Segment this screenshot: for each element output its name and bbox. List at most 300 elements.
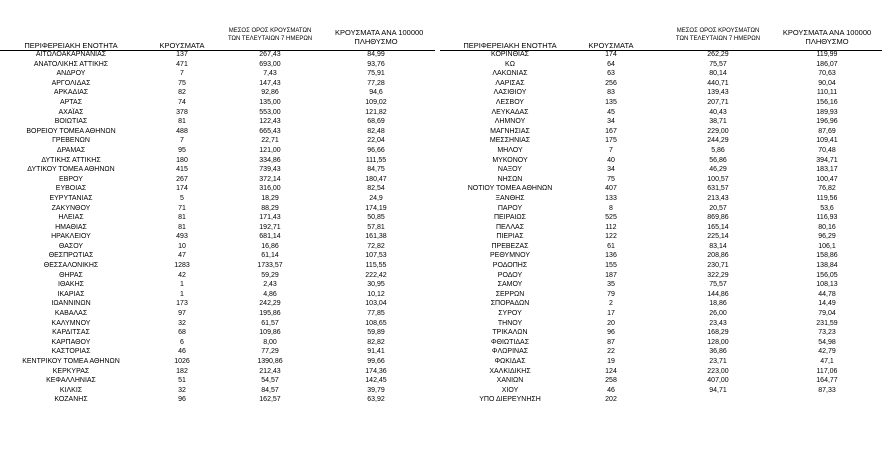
cell-avg-left: 334,86	[259, 156, 281, 164]
cell-per100k-right: 156,16	[816, 98, 838, 106]
cell-per100k-left: 77,85	[367, 310, 385, 318]
cell-per100k-right: 80,16	[818, 223, 836, 231]
cell-avg-right: 168,29	[707, 329, 729, 337]
cell-region-left: ΒΟΙΩΤΙΑΣ	[54, 118, 88, 126]
cell-avg-right: 18,86	[709, 300, 727, 308]
cell-avg-left: 109,86	[259, 329, 281, 337]
cell-region-right: ΝΑΞΟΥ	[497, 166, 523, 174]
cell-avg-right: 144,86	[707, 290, 729, 298]
cell-per100k-right: 53,6	[820, 204, 834, 212]
cell-avg-right: 869,86	[707, 214, 729, 222]
cell-cases-left: 42	[178, 271, 186, 279]
table-row	[0, 127, 882, 137]
cell-per100k-right: 119,56	[816, 194, 838, 202]
cell-region-left: ΑΡΚΑΔΙΑΣ	[53, 89, 89, 97]
cell-cases-right: 258	[605, 377, 617, 385]
table-row	[0, 223, 882, 233]
cell-cases-right: 187	[605, 271, 617, 279]
cell-per100k-right: 158,86	[816, 252, 838, 260]
cell-region-left: ΚΕΡΚΥΡΑΣ	[52, 367, 90, 375]
cell-avg-left: 4,86	[263, 290, 277, 298]
cell-per100k-left: 109,02	[365, 98, 387, 106]
table-row	[0, 146, 882, 156]
cell-region-right: ΞΑΝΘΗΣ	[495, 194, 525, 202]
cell-avg-left: 7,43	[263, 70, 277, 78]
cell-avg-right: 139,43	[707, 89, 729, 97]
cell-cases-left: 51	[178, 377, 186, 385]
cell-avg-right: 38,71	[709, 118, 727, 126]
table-row	[0, 108, 882, 118]
cell-avg-right: 440,71	[707, 79, 729, 87]
cell-avg-left: 739,43	[259, 166, 281, 174]
cell-cases-right: 175	[605, 137, 617, 145]
cell-region-left: ΚΑΡΠΑΘΟΥ	[51, 338, 91, 346]
cell-avg-left: 88,29	[261, 204, 279, 212]
cell-region-right: ΚΩ	[505, 60, 515, 68]
data-table	[0, 50, 882, 405]
cell-avg-left: 372,14	[259, 175, 281, 183]
cell-avg-right: 208,86	[707, 252, 729, 260]
cell-region-right: ΛΕΥΚΑΔΑΣ	[491, 108, 529, 116]
header-avg-right-line2: ΤΩΝ ΤΕΛΕΥΤΑΙΩΝ 7 ΗΜΕΡΩΝ	[675, 36, 761, 42]
cell-region-right: ΥΠΟ ΔΙΕΡΕΥΝΗΣΗ	[479, 396, 541, 404]
cell-per100k-left: 103,04	[365, 300, 387, 308]
cell-region-left: ΙΩΑΝΝΙΝΩΝ	[51, 300, 91, 308]
cell-per100k-left: 94,6	[369, 89, 383, 97]
cell-region-left: ΑΡΓΟΛΙΔΑΣ	[51, 79, 91, 87]
cell-avg-left: 553,00	[259, 108, 281, 116]
cell-region-left: ΘΑΣΟΥ	[58, 242, 84, 250]
cell-avg-right: 100,57	[707, 175, 729, 183]
cell-cases-right: 525	[605, 214, 617, 222]
cell-cases-left: 32	[178, 319, 186, 327]
cell-cases-left: 1	[180, 281, 184, 289]
cell-region-left: ΗΜΑΘΙΑΣ	[55, 223, 87, 231]
cell-region-left: ΗΡΑΚΛΕΙΟΥ	[51, 233, 91, 241]
cell-avg-left: 92,86	[261, 89, 279, 97]
cell-region-right: ΛΑΚΩΝΙΑΣ	[492, 70, 528, 78]
cell-per100k-left: 222,42	[365, 271, 387, 279]
cell-region-right: ΛΑΡΙΣΑΣ	[495, 79, 525, 87]
cell-per100k-right: 189,93	[816, 108, 838, 116]
cell-region-left: ΚΕΝΤΡΙΚΟΥ ΤΟΜΕΑ ΑΘΗΝΩΝ	[22, 358, 120, 365]
cell-per100k-right: 14,49	[818, 300, 836, 308]
cell-per100k-right: 156,05	[816, 271, 838, 279]
cell-region-right: ΣΕΡΡΩΝ	[495, 290, 525, 298]
cell-avg-left: 316,00	[259, 185, 281, 193]
cell-per100k-right: 109,41	[816, 137, 838, 145]
cell-per100k-left: 161,38	[365, 233, 387, 241]
header-per100k-right	[778, 28, 876, 46]
cell-cases-right: 34	[607, 166, 615, 174]
cell-cases-right: 96	[607, 329, 615, 337]
cell-per100k-left: 72,82	[367, 242, 385, 250]
cell-cases-right: 167	[605, 127, 617, 135]
cell-avg-right: 223,00	[707, 367, 729, 375]
table-row	[0, 338, 882, 348]
cell-region-left: ΘΕΣΣΑΛΟΝΙΚΗΣ	[43, 262, 99, 270]
table-row	[0, 290, 882, 300]
table-row	[0, 136, 882, 146]
cell-avg-right: 20,57	[709, 204, 727, 212]
header-per100k-left-line1: ΚΡΟΥΣΜΑΤΑ ΑΝΑ 100000	[335, 28, 424, 37]
cell-region-right: ΛΑΣΙΘΙΟΥ	[493, 89, 527, 97]
cell-cases-right: 46	[607, 386, 615, 394]
header-avg-left-line1: ΜΕΣΟΣ ΟΡΟΣ ΚΡΟΥΣΜΑΤΩΝ	[228, 28, 312, 34]
cell-per100k-right: 42,79	[818, 348, 836, 356]
cell-region-right: ΜΥΚΟΝΟΥ	[492, 156, 528, 164]
cell-per100k-left: 142,45	[365, 377, 387, 385]
cell-cases-right: 83	[607, 89, 615, 97]
cell-avg-left: 18,29	[261, 194, 279, 202]
cell-cases-left: 46	[178, 348, 186, 356]
table-row	[0, 367, 882, 377]
cell-avg-right: 40,43	[709, 108, 727, 116]
header-per100k-left	[335, 28, 424, 46]
cell-per100k-right: 96,29	[818, 233, 836, 241]
cell-avg-left: 84,57	[261, 386, 279, 394]
cell-region-left: ΑΙΤΩΛΟΑΚΑΡΝΑΝΙΑΣ	[35, 51, 107, 58]
cell-avg-left: 77,29	[261, 348, 279, 356]
cell-cases-right: 87	[607, 338, 615, 346]
header-avg-right-line1: ΜΕΣΟΣ ΟΡΟΣ ΚΡΟΥΣΜΑΤΩΝ	[676, 28, 760, 34]
cell-per100k-right: 231,59	[816, 319, 838, 327]
cell-cases-right: 133	[605, 194, 617, 202]
cell-avg-right: 56,86	[709, 156, 727, 164]
cell-region-left: ΚΑΛΥΜΝΟΥ	[51, 319, 91, 327]
cell-per100k-left: 111,55	[365, 156, 387, 164]
cell-avg-right: 229,00	[707, 127, 729, 135]
cell-cases-left: 71	[178, 204, 186, 212]
table-row	[0, 232, 882, 242]
cell-avg-right: 75,57	[709, 281, 727, 289]
cell-cases-left: 6	[180, 338, 184, 346]
cell-avg-right: 83,14	[709, 242, 727, 250]
cell-region-left: ΒΟΡΕΙΟΥ ΤΟΜΕΑ ΑΘΗΝΩΝ	[26, 127, 116, 135]
cell-avg-right: 94,71	[709, 386, 727, 394]
cell-per100k-right: 117,06	[816, 367, 838, 375]
cell-region-right: ΦΘΙΩΤΙΔΑΣ	[490, 338, 530, 346]
cell-per100k-right: 110,11	[816, 89, 838, 97]
cell-region-left: ΗΛΕΙΑΣ	[58, 214, 84, 222]
cell-per100k-right: 76,82	[818, 185, 836, 193]
cell-per100k-right: 73,23	[818, 329, 836, 337]
cell-avg-right: 5,86	[711, 146, 725, 154]
cell-cases-right: 34	[607, 118, 615, 126]
table-row	[0, 156, 882, 166]
table-row	[0, 280, 882, 290]
cell-region-right: ΝΗΣΩΝ	[497, 175, 523, 183]
cell-cases-right: 63	[607, 70, 615, 78]
cell-cases-right: 122	[605, 233, 617, 241]
cell-avg-right: 262,29	[707, 51, 729, 58]
cell-per100k-left: 115,55	[365, 262, 387, 270]
cell-region-right: ΡΕΘΥΜΝΟΥ	[489, 252, 530, 260]
cell-per100k-right: 70,63	[818, 70, 836, 78]
cell-region-right: ΡΟΔΟΠΗΣ	[492, 262, 528, 270]
cell-avg-left: 61,14	[261, 252, 279, 260]
table-row	[0, 69, 882, 79]
cell-per100k-right: 183,17	[816, 166, 838, 174]
cell-per100k-right: 70,48	[818, 146, 836, 154]
cell-avg-left: 8,00	[263, 338, 277, 346]
cell-region-left: ΓΡΕΒΕΝΩΝ	[52, 137, 90, 145]
cell-region-left: ΘΕΣΠΡΩΤΙΑΣ	[48, 252, 94, 260]
cell-cases-left: 81	[178, 214, 186, 222]
cell-cases-right: 112	[605, 223, 617, 231]
cell-cases-left: 68	[178, 329, 186, 337]
cell-avg-right: 207,71	[707, 98, 729, 106]
header-cases-left: ΚΡΟΥΣΜΑΤΑ	[159, 41, 205, 50]
cell-region-left: ΕΥΒΟΙΑΣ	[55, 185, 87, 193]
cell-avg-right: 322,29	[707, 271, 729, 279]
cell-per100k-left: 174,36	[365, 367, 387, 375]
cell-avg-right: 36,86	[709, 348, 727, 356]
cell-cases-left: 173	[176, 300, 188, 308]
header-region-left: ΠΕΡΙΦΕΡΕΙΑΚΗ ΕΝΟΤΗΤΑ	[24, 41, 118, 50]
cell-region-left: ΙΚΑΡΙΑΣ	[57, 290, 85, 298]
cell-per100k-left: 22,04	[367, 137, 385, 145]
cell-cases-right: 136	[605, 252, 617, 260]
table-row	[0, 79, 882, 89]
table-row	[0, 60, 882, 70]
cell-region-left: ΑΡΤΑΣ	[59, 98, 83, 106]
table-row	[0, 328, 882, 338]
table-row	[0, 395, 882, 405]
cell-region-right: ΣΑΜΟΥ	[497, 281, 523, 289]
cell-per100k-left: 57,81	[367, 223, 385, 231]
cell-per100k-right: 100,47	[816, 175, 838, 183]
cell-per100k-left: 24,9	[369, 194, 383, 202]
cell-cases-right: 61	[607, 242, 615, 250]
cell-region-right: ΛΗΜΝΟΥ	[494, 118, 526, 126]
cell-cases-right: 35	[607, 281, 615, 289]
cell-cases-left: 47	[178, 252, 186, 260]
cell-avg-left: 162,57	[259, 396, 281, 404]
cell-per100k-left: 30,95	[367, 281, 385, 289]
cell-avg-left: 121,00	[259, 146, 281, 154]
cell-cases-left: 1026	[174, 358, 190, 365]
cell-per100k-right: 90,04	[818, 79, 836, 87]
cell-cases-right: 20	[607, 319, 615, 327]
header-avg-left-line2: ΤΩΝ ΤΕΛΕΥΤΑΙΩΝ 7 ΗΜΕΡΩΝ	[228, 36, 313, 42]
cell-cases-left: 488	[176, 127, 188, 135]
table-row	[0, 347, 882, 357]
cell-cases-right: 17	[607, 310, 615, 318]
cell-per100k-right: 196,96	[816, 118, 838, 126]
table-row	[0, 299, 882, 309]
cell-cases-left: 32	[178, 386, 186, 394]
cell-avg-left: 192,71	[259, 223, 281, 231]
cell-per100k-right: 186,07	[816, 60, 838, 68]
table-row	[0, 50, 882, 60]
cell-per100k-left: 96,66	[367, 146, 385, 154]
cell-per100k-left: 82,54	[367, 185, 385, 193]
cell-region-right: ΠΕΛΛΑΣ	[495, 223, 525, 231]
cell-avg-right: 631,57	[707, 185, 729, 193]
cell-region-left: ΔΡΑΜΑΣ	[56, 146, 86, 154]
cell-avg-left: 665,43	[259, 127, 281, 135]
cell-cases-right: 124	[605, 367, 617, 375]
cell-avg-right: 75,57	[709, 60, 727, 68]
cell-cases-left: 10	[178, 242, 186, 250]
cell-avg-left: 16,86	[261, 242, 279, 250]
cell-per100k-right: 138,84	[816, 262, 838, 270]
cell-cases-left: 182	[176, 367, 188, 375]
cell-avg-right: 46,29	[709, 166, 727, 174]
cell-cases-left: 137	[176, 51, 188, 58]
cell-region-right: ΠΙΕΡΙΑΣ	[496, 233, 524, 241]
cell-avg-right: 23,71	[709, 358, 727, 365]
cell-region-right: ΣΥΡΟΥ	[498, 310, 522, 318]
cell-region-right: ΤΡΙΚΑΛΩΝ	[492, 329, 528, 337]
cell-avg-left: 61,57	[261, 319, 279, 327]
cell-region-left: ΑΝΔΡΟΥ	[56, 70, 86, 78]
table-row	[0, 204, 882, 214]
table-row	[0, 261, 882, 271]
cell-per100k-right: 394,71	[816, 156, 838, 164]
cell-per100k-left: 93,76	[367, 60, 385, 68]
cell-cases-left: 82	[178, 89, 186, 97]
table-row	[0, 213, 882, 223]
cell-per100k-right: 116,93	[816, 214, 838, 222]
cell-region-left: ΚΙΛΚΙΣ	[59, 386, 83, 394]
cell-per100k-left: 108,65	[365, 319, 387, 327]
cell-cases-right: 174	[605, 51, 617, 58]
cell-region-right: ΠΡΕΒΕΖΑΣ	[491, 242, 529, 250]
cell-region-left: ΔΥΤΙΚΗΣ ΑΤΤΙΚΗΣ	[41, 156, 101, 164]
cell-cases-left: 378	[176, 108, 188, 116]
cell-cases-left: 75	[178, 79, 186, 87]
cell-region-right: ΣΠΟΡΑΔΩΝ	[490, 300, 530, 308]
header-cases-right: ΚΡΟΥΣΜΑΤΑ	[588, 41, 634, 50]
cell-per100k-right: 119,99	[816, 51, 838, 58]
cell-per100k-left: 82,48	[367, 127, 385, 135]
cell-cases-right: 22	[607, 348, 615, 356]
cell-per100k-left: 91,41	[367, 348, 385, 356]
cell-per100k-right: 87,33	[818, 386, 836, 394]
header-avg-left	[228, 27, 312, 43]
cell-region-left: ΕΥΡΥΤΑΝΙΑΣ	[49, 194, 93, 202]
cell-cases-right: 135	[605, 98, 617, 106]
cell-cases-left: 1	[180, 290, 184, 298]
cell-region-left: ΕΒΡΟΥ	[59, 175, 83, 183]
cell-cases-right: 40	[607, 156, 615, 164]
header-per100k-left-line2: ΠΛΗΘΥΣΜΟ	[354, 37, 398, 46]
cell-region-right: ΜΑΓΝΗΣΙΑΣ	[490, 127, 530, 135]
cell-avg-left: 212,43	[259, 367, 281, 375]
cell-cases-right: 75	[607, 175, 615, 183]
table-row	[0, 175, 882, 185]
cell-per100k-right: 47,1	[820, 358, 834, 365]
cell-cases-left: 74	[178, 98, 186, 106]
cell-avg-right: 23,43	[709, 319, 727, 327]
cell-region-right: ΧΑΛΚΙΔΙΚΗΣ	[489, 367, 531, 375]
table-row	[0, 376, 882, 386]
cell-region-left: ΚΑΒΑΛΑΣ	[54, 310, 88, 318]
header-region-right: ΠΕΡΙΦΕΡΕΙΑΚΗ ΕΝΟΤΗΤΑ	[463, 41, 557, 50]
cell-region-left: ΑΧΑΪΑΣ	[58, 108, 84, 116]
cell-region-left: ΙΘΑΚΗΣ	[58, 281, 84, 289]
cell-region-left: ΑΝΑΤΟΛΙΚΗΣ ΑΤΤΙΚΗΣ	[33, 60, 109, 68]
cell-per100k-left: 84,99	[367, 51, 385, 58]
cell-cases-left: 5	[180, 194, 184, 202]
cell-per100k-right: 79,04	[818, 310, 836, 318]
cell-region-right: ΡΟΔΟΥ	[497, 271, 523, 279]
cell-per100k-left: 121,82	[365, 108, 387, 116]
cell-region-left: ΚΟΖΑΝΗΣ	[54, 396, 88, 404]
cell-per100k-left: 84,75	[367, 166, 385, 174]
cell-cases-left: 415	[176, 166, 188, 174]
cell-cases-left: 180	[176, 156, 188, 164]
cell-region-right: ΧΙΟΥ	[501, 386, 519, 394]
table-row	[0, 386, 882, 396]
cell-per100k-left: 39,79	[367, 386, 385, 394]
cell-cases-left: 81	[178, 223, 186, 231]
header-avg-right	[668, 27, 768, 43]
cell-avg-left: 22,71	[261, 137, 279, 145]
cell-region-right: ΠΕΙΡΑΙΩΣ	[494, 214, 526, 222]
cell-cases-left: 471	[176, 60, 188, 68]
cell-region-left: ΚΕΦΑΛΛΗΝΙΑΣ	[46, 377, 96, 385]
cell-region-right: ΝΟΤΙΟΥ ΤΟΜΕΑ ΑΘΗΝΩΝ	[467, 185, 553, 193]
table-row	[0, 357, 882, 367]
cell-avg-left: 54,57	[261, 377, 279, 385]
cell-region-right: ΧΑΝΙΩΝ	[496, 377, 524, 385]
table-row	[0, 271, 882, 281]
cell-avg-left: 59,29	[261, 271, 279, 279]
cell-cases-right: 7	[609, 146, 613, 154]
cell-avg-left: 195,86	[259, 310, 281, 318]
cell-region-right: ΦΩΚΙΔΑΣ	[494, 358, 526, 365]
cell-per100k-left: 10,12	[367, 290, 385, 298]
cell-per100k-right: 54,98	[818, 338, 836, 346]
cell-cases-right: 79	[607, 290, 615, 298]
cell-cases-left: 96	[178, 396, 186, 404]
cell-cases-right: 256	[605, 79, 617, 87]
cell-avg-right: 26,00	[709, 310, 727, 318]
cell-cases-right: 19	[607, 358, 615, 365]
table-row	[0, 319, 882, 329]
cell-avg-left: 1733,57	[257, 262, 283, 270]
cell-avg-right: 225,14	[707, 233, 729, 241]
cell-cases-left: 174	[176, 185, 188, 193]
cell-region-right: ΚΟΡΙΝΘΙΑΣ	[491, 51, 529, 58]
cell-region-left: ΘΗΡΑΣ	[59, 271, 83, 279]
cell-per100k-left: 63,92	[367, 396, 385, 404]
cell-cases-left: 81	[178, 118, 186, 126]
cell-region-right: ΦΛΩΡΙΝΑΣ	[491, 348, 529, 356]
cell-avg-left: 171,43	[259, 214, 281, 222]
cell-per100k-left: 82,82	[367, 338, 385, 346]
cell-per100k-left: 50,85	[367, 214, 385, 222]
cell-avg-left: 242,29	[259, 300, 281, 308]
cell-region-right: ΤΗΝΟΥ	[497, 319, 523, 327]
cell-per100k-right: 108,13	[816, 281, 838, 289]
cell-avg-left: 681,14	[259, 233, 281, 241]
table-row	[0, 117, 882, 127]
table-row	[0, 309, 882, 319]
cell-per100k-left: 68,69	[367, 118, 385, 126]
cell-per100k-right: 44,78	[818, 290, 836, 298]
cell-cases-right: 202	[605, 396, 617, 404]
cell-region-right: ΠΑΡΟΥ	[497, 204, 523, 212]
cell-per100k-left: 77,28	[367, 79, 385, 87]
cell-per100k-left: 180,47	[365, 175, 387, 183]
cell-per100k-left: 99,66	[367, 358, 385, 365]
cell-cases-right: 2	[609, 300, 613, 308]
cell-cases-left: 97	[178, 310, 186, 318]
